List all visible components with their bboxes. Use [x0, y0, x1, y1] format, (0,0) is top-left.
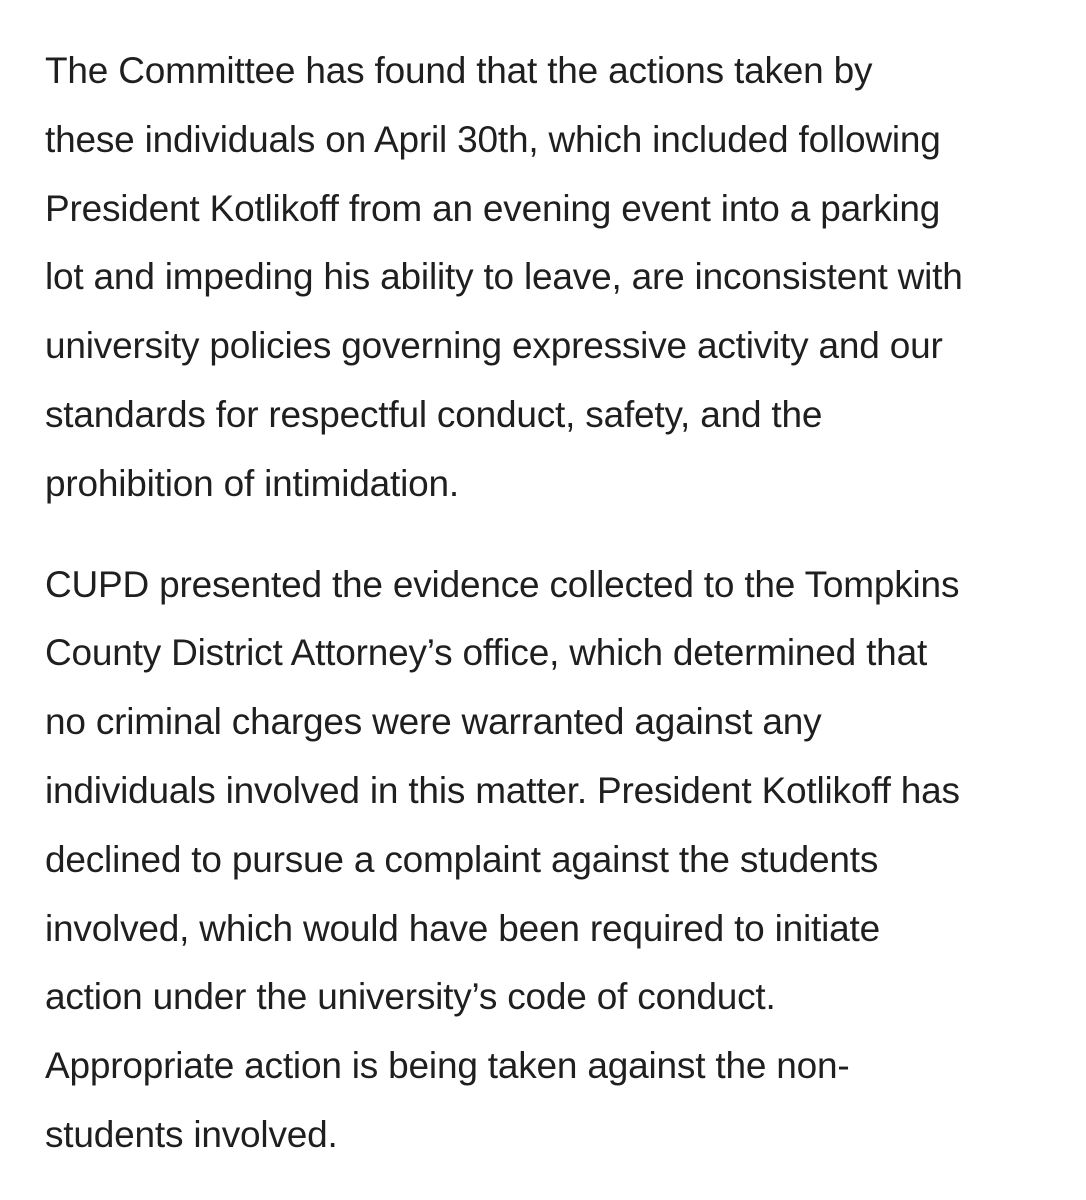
text-line: lot and impeding his ability to leave, are inconsistent with — [45, 256, 963, 298]
text-line: students involved. — [45, 1113, 338, 1155]
text-line: university policies governing expressive activity and our — [45, 325, 943, 367]
text-line: CUPD presented the evidence collected to the Tompkins — [45, 563, 960, 605]
text-line: prohibition of intimidation. — [45, 462, 459, 504]
text-line: declined to pursue a complaint against the students — [45, 838, 879, 880]
text-line: individuals involved in this matter. President Kotlikoff has — [45, 769, 960, 811]
paragraph-committee-finding — [45, 37, 1046, 519]
text-line: President Kotlikoff from an evening event into a parking — [45, 187, 941, 229]
paragraph-cupd-outcome — [45, 551, 1046, 1170]
text-line: The Committee has found that the actions taken by — [45, 50, 873, 91]
text-line: involved, which would have been required to initiate — [45, 907, 880, 949]
text-line: action under the university’s code of conduct. — [45, 976, 776, 1018]
text-line: these individuals on April 30th, which included following — [45, 118, 941, 160]
text-line: County District Attorney’s office, which determined that — [45, 632, 928, 674]
text-line: standards for respectful conduct, safety, and the — [45, 393, 823, 435]
text-line: Appropriate action is being taken against the non- — [45, 1045, 850, 1087]
text-line: no criminal charges were warranted against any — [45, 701, 822, 743]
